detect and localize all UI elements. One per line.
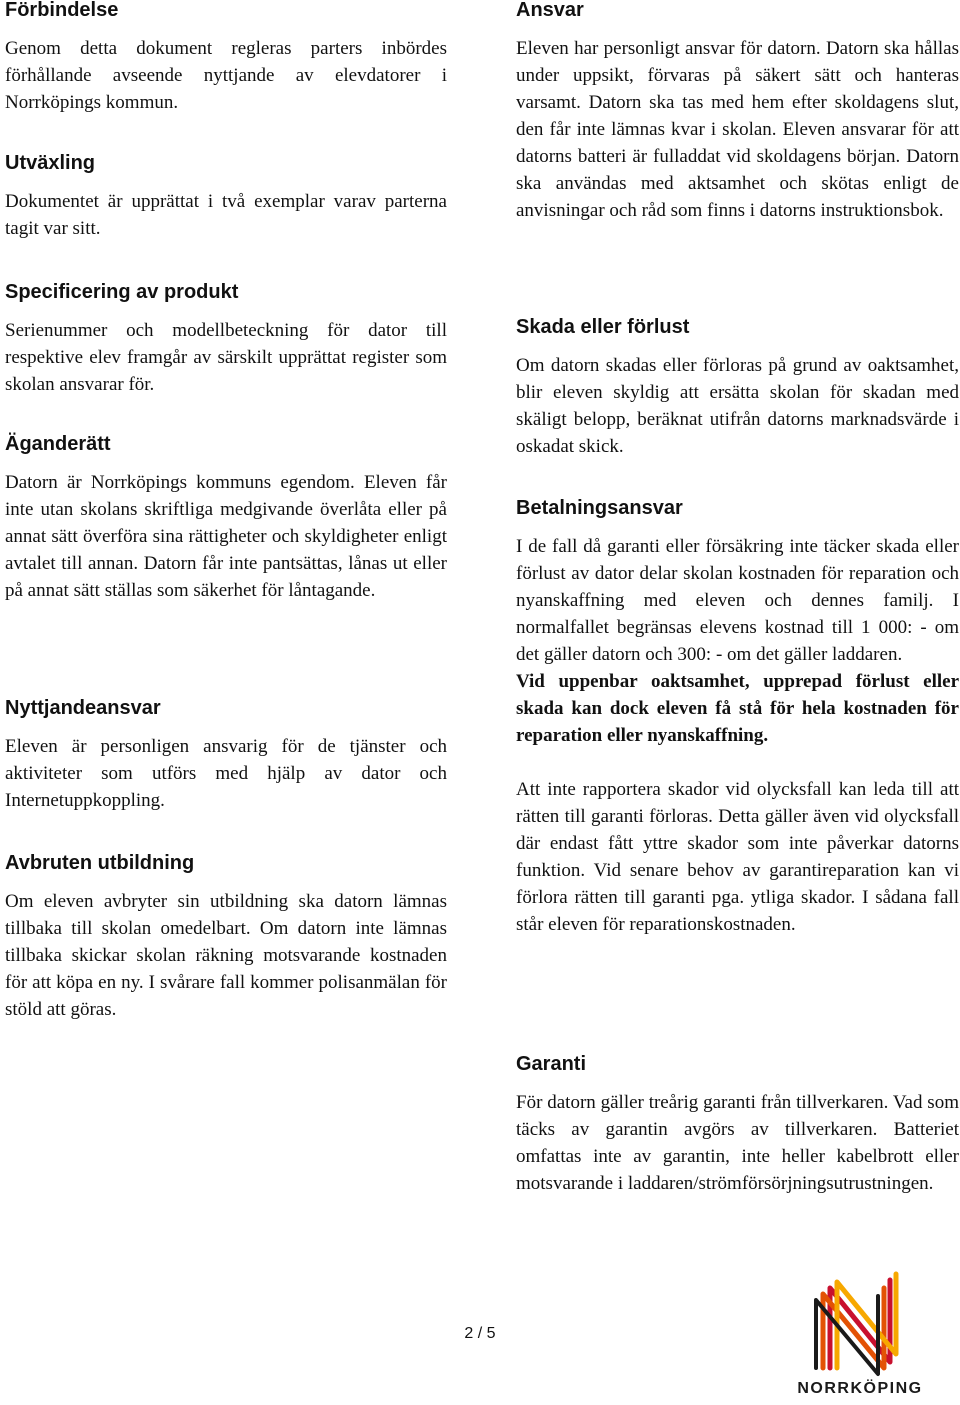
section-aganderatt	[5, 434, 447, 604]
section-heading: Avbruten utbildning	[5, 852, 195, 874]
section-text: I de fall då garanti eller försäkring inte täcker skada eller förlust av dator delar skolan kostnaden för reparation och nyanskaffning med eleven och dennes familj. I normalfallet begränsas elevens kostnad till 1 000: - om det gäller datorn och 300: - om det gäller laddaren.	[516, 536, 959, 665]
section-avbruten-utbildning	[5, 853, 447, 1023]
section-text: För datorn gäller treårig garanti från tillverkaren. Vad som täcks av garantin avgörs av tillverkaren. Batteriet omfattas inte av garantin, inte heller kabelbrott eller motsvarande i laddaren/strömförsörjningsutrustningen.	[516, 1092, 959, 1194]
section-heading: Äganderätt	[5, 433, 111, 455]
section-heading: Utväxling	[5, 152, 96, 174]
logo-wordmark: NORRKÖPING	[797, 1380, 923, 1397]
section-heading: Betalningsansvar	[516, 497, 683, 519]
section-text: Eleven är personligen ansvarig för de tjänster och aktiviteter som utförs med hjälp av dator och Internetuppkoppling.	[5, 736, 447, 811]
section-heading: Garanti	[516, 1053, 587, 1075]
section-heading: Förbindelse	[5, 0, 119, 21]
section-garanti	[516, 1054, 959, 1197]
section-text: Eleven har personligt ansvar för datorn. Datorn ska hållas under uppsikt, förvaras på säkert sätt och hanteras varsamt. Datorn ska tas med hem efter skoldagens slut, den får inte lämnas kvar i skolan. Eleven ansvarar för att datorns batteri är fulladdat vid skoldagens början. Datorn ska användas med aktsamhet och skötas enligt de anvisningar och råd som finns i datorns instruktionsbok.	[516, 38, 959, 221]
section-text: Om eleven avbryter sin utbildning ska datorn lämnas tillbaka till skolan omedelbart. Om datorn inte lämnas tillbaka skickar skolan räkning motsvarande kostnaden för att köpa en ny. I svårare fall kommer polisanmälan för stöld att göras.	[5, 891, 447, 1020]
section-bold-text: Vid uppenbar oaktsamhet, upprepad förlust eller skada kan dock eleven få stå för hela kostnaden för reparation eller nyanskaffning.	[516, 671, 959, 746]
section-heading: Skada eller förlust	[516, 316, 690, 338]
norrkoping-logo	[790, 1270, 930, 1402]
section-text-continued: Att inte rapportera skador vid olycksfall kan leda till att rätten till garanti förloras. Detta gäller även vid olycksfall där endast fått yttre skador som inte påverkar datorns funktion. Vid senare behov av garantireparation kan vi förlora rätten till garanti pga. ytliga skador. I sådana fall står eleven för reparationskostnaden.	[516, 779, 959, 935]
section-heading: Specificering av produkt	[5, 281, 239, 303]
section-text: Genom detta dokument regleras parters inbördes förhållande avseende nyttjande av elevdatorer i Norrköpings kommun.	[5, 38, 447, 113]
section-specificering	[5, 282, 447, 398]
section-utvaxling	[5, 153, 447, 242]
section-text: Om datorn skadas eller förloras på grund av oaktsamhet, blir eleven skyldig att ersätta skolan för skadan med skäligt belopp, beräknat utifrån datorns marknadsvärde i oskadat skick.	[516, 355, 959, 457]
section-heading: Nyttjandeansvar	[5, 697, 161, 719]
section-ansvar	[516, 0, 959, 224]
norrkoping-logo-mark	[790, 1270, 930, 1378]
section-skada-eller-forlust	[516, 317, 959, 460]
page-number: 2 / 5	[464, 1325, 496, 1342]
section-betalningsansvar	[516, 498, 959, 938]
section-heading: Ansvar	[516, 0, 584, 21]
section-text: Datorn är Norrköpings kommuns egendom. Eleven får inte utan skolans skriftliga medgivande överlåta eller på annat sätt överföra sina rättigheter och skyldigheter enligt avtalet till annan. Datorn får inte pantsättas, lånas ut eller på annat sätt ställas som säkerhet för låntagande.	[5, 472, 447, 601]
section-text: Dokumentet är upprättat i två exemplar varav parterna tagit var sitt.	[5, 191, 447, 239]
section-nyttjandeansvar	[5, 698, 447, 814]
section-forbindelse	[5, 0, 447, 116]
section-text: Serienummer och modellbeteckning för dator till respektive elev framgår av särskilt upprättat register som skolan ansvarar för.	[5, 320, 447, 395]
